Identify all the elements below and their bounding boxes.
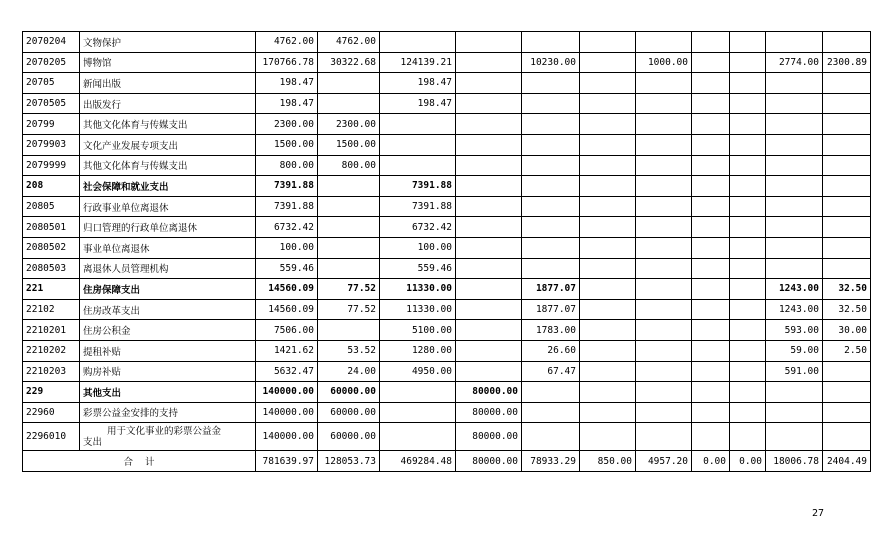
cell-value: 100.00 <box>380 237 456 258</box>
total-value: 78933.29 <box>522 451 580 472</box>
cell-value <box>766 382 823 403</box>
cell-value: 1500.00 <box>318 134 380 155</box>
cell-value <box>692 279 730 300</box>
cell-value: 1783.00 <box>522 320 580 341</box>
cell-value <box>692 382 730 403</box>
cell-value <box>318 196 380 217</box>
table-row <box>23 382 871 403</box>
cell-value <box>318 258 380 279</box>
table-row <box>23 299 871 320</box>
cell-value: 559.46 <box>256 258 318 279</box>
cell-value <box>692 134 730 155</box>
table-row <box>23 176 871 197</box>
cell-value: 7391.88 <box>380 196 456 217</box>
cell-value <box>318 73 380 94</box>
row-code: 2080503 <box>23 258 80 279</box>
cell-value: 559.46 <box>380 258 456 279</box>
cell-value <box>692 155 730 176</box>
cell-value <box>692 217 730 238</box>
cell-value <box>636 93 692 114</box>
table-row <box>23 237 871 258</box>
cell-value <box>318 320 380 341</box>
cell-value <box>766 73 823 94</box>
cell-value: 1500.00 <box>256 134 318 155</box>
cell-value <box>380 134 456 155</box>
cell-value <box>456 279 522 300</box>
cell-value: 60000.00 <box>318 423 380 451</box>
table-row <box>23 340 871 361</box>
cell-value <box>766 402 823 423</box>
cell-value <box>636 402 692 423</box>
cell-value: 2300.00 <box>318 114 380 135</box>
cell-value <box>730 299 766 320</box>
row-name: 住房公积金 <box>80 320 256 341</box>
row-code: 2070505 <box>23 93 80 114</box>
cell-value <box>456 114 522 135</box>
cell-value: 1280.00 <box>380 340 456 361</box>
row-code: 221 <box>23 279 80 300</box>
total-value: 469284.48 <box>380 451 456 472</box>
total-row <box>23 451 871 472</box>
cell-value <box>766 155 823 176</box>
cell-value: 32.50 <box>823 279 871 300</box>
cell-value: 593.00 <box>766 320 823 341</box>
cell-value <box>580 155 636 176</box>
cell-value <box>730 114 766 135</box>
row-name: 行政事业单位离退休 <box>80 196 256 217</box>
row-code: 2070204 <box>23 32 80 53</box>
cell-value <box>380 423 456 451</box>
cell-value <box>580 32 636 53</box>
table-row <box>23 217 871 238</box>
row-name: 离退休人员管理机构 <box>80 258 256 279</box>
cell-value <box>730 258 766 279</box>
cell-value: 2.50 <box>823 340 871 361</box>
cell-value <box>456 258 522 279</box>
row-name: 其他支出 <box>80 382 256 403</box>
total-value: 4957.20 <box>636 451 692 472</box>
cell-value <box>692 114 730 135</box>
row-name: 事业单位离退休 <box>80 237 256 258</box>
cell-value: 4762.00 <box>256 32 318 53</box>
cell-value: 140000.00 <box>256 382 318 403</box>
row-name: 其他文化体育与传媒支出 <box>80 114 256 135</box>
cell-value: 1877.07 <box>522 279 580 300</box>
cell-value: 2300.89 <box>823 52 871 73</box>
cell-value <box>522 402 580 423</box>
cell-value <box>318 217 380 238</box>
table-row <box>23 52 871 73</box>
cell-value <box>522 237 580 258</box>
row-name-line2: 支出 <box>83 436 103 448</box>
cell-value: 67.47 <box>522 361 580 382</box>
cell-value <box>692 423 730 451</box>
cell-value <box>456 340 522 361</box>
table-row <box>23 134 871 155</box>
row-name: 文化产业发展专项支出 <box>80 134 256 155</box>
cell-value <box>766 114 823 135</box>
cell-value <box>692 299 730 320</box>
row-name: 归口管理的行政单位离退休 <box>80 217 256 238</box>
row-name: 住房保障支出 <box>80 279 256 300</box>
cell-value <box>318 176 380 197</box>
cell-value <box>580 217 636 238</box>
cell-value: 53.52 <box>318 340 380 361</box>
row-code: 22102 <box>23 299 80 320</box>
cell-value <box>692 320 730 341</box>
row-name: 新闻出版 <box>80 73 256 94</box>
cell-value <box>823 73 871 94</box>
row-name: 社会保障和就业支出 <box>80 176 256 197</box>
cell-value: 1243.00 <box>766 299 823 320</box>
cell-value <box>730 361 766 382</box>
cell-value <box>580 52 636 73</box>
cell-value <box>580 93 636 114</box>
cell-value <box>730 32 766 53</box>
row-code: 2210203 <box>23 361 80 382</box>
table-row <box>23 114 871 135</box>
cell-value: 1877.07 <box>522 299 580 320</box>
cell-value: 1000.00 <box>636 52 692 73</box>
cell-value <box>522 155 580 176</box>
cell-value: 800.00 <box>318 155 380 176</box>
cell-value <box>823 32 871 53</box>
cell-value <box>580 134 636 155</box>
cell-value: 140000.00 <box>256 402 318 423</box>
cell-value: 124139.21 <box>380 52 456 73</box>
cell-value <box>823 93 871 114</box>
table-row <box>23 93 871 114</box>
cell-value <box>692 237 730 258</box>
row-name: 购房补贴 <box>80 361 256 382</box>
cell-value <box>522 114 580 135</box>
cell-value <box>823 361 871 382</box>
cell-value: 30.00 <box>823 320 871 341</box>
cell-value <box>522 32 580 53</box>
row-name: 提租补贴 <box>80 340 256 361</box>
cell-value: 198.47 <box>256 93 318 114</box>
cell-value <box>380 32 456 53</box>
cell-value <box>730 279 766 300</box>
cell-value <box>823 217 871 238</box>
cell-value <box>580 382 636 403</box>
cell-value <box>823 382 871 403</box>
cell-value: 4950.00 <box>380 361 456 382</box>
cell-value <box>766 423 823 451</box>
cell-value <box>692 258 730 279</box>
cell-value <box>522 423 580 451</box>
total-value: 80000.00 <box>456 451 522 472</box>
cell-value: 7506.00 <box>256 320 318 341</box>
cell-value <box>580 423 636 451</box>
cell-value: 5632.47 <box>256 361 318 382</box>
cell-value <box>522 73 580 94</box>
row-code: 20805 <box>23 196 80 217</box>
cell-value <box>730 217 766 238</box>
row-code: 2080501 <box>23 217 80 238</box>
cell-value <box>636 299 692 320</box>
cell-value: 198.47 <box>256 73 318 94</box>
cell-value <box>580 196 636 217</box>
cell-value <box>692 52 730 73</box>
cell-value <box>730 134 766 155</box>
cell-value: 140000.00 <box>256 423 318 451</box>
cell-value <box>636 155 692 176</box>
cell-value <box>766 134 823 155</box>
total-value: 0.00 <box>692 451 730 472</box>
row-code: 208 <box>23 176 80 197</box>
cell-value: 198.47 <box>380 73 456 94</box>
total-value: 18006.78 <box>766 451 823 472</box>
cell-value <box>580 258 636 279</box>
cell-value: 26.60 <box>522 340 580 361</box>
cell-value: 7391.88 <box>380 176 456 197</box>
cell-value <box>823 237 871 258</box>
cell-value <box>636 32 692 53</box>
row-code: 2079903 <box>23 134 80 155</box>
row-name <box>80 423 256 451</box>
cell-value: 591.00 <box>766 361 823 382</box>
cell-value <box>730 423 766 451</box>
cell-value: 2300.00 <box>256 114 318 135</box>
cell-value <box>823 402 871 423</box>
page-number: 27 <box>812 508 825 519</box>
cell-value <box>456 361 522 382</box>
cell-value <box>730 73 766 94</box>
table-row <box>23 361 871 382</box>
total-value: 128053.73 <box>318 451 380 472</box>
cell-value: 11330.00 <box>380 299 456 320</box>
cell-value <box>730 155 766 176</box>
cell-value <box>318 93 380 114</box>
cell-value <box>636 217 692 238</box>
row-code: 2210201 <box>23 320 80 341</box>
cell-value: 14560.09 <box>256 279 318 300</box>
cell-value <box>636 423 692 451</box>
cell-value <box>580 320 636 341</box>
cell-value <box>766 93 823 114</box>
cell-value <box>692 32 730 53</box>
row-name-line1: 用于文化事业的彩票公益金 <box>107 425 222 437</box>
cell-value <box>692 402 730 423</box>
cell-value <box>766 258 823 279</box>
total-value: 850.00 <box>580 451 636 472</box>
row-code: 2210202 <box>23 340 80 361</box>
cell-value: 14560.09 <box>256 299 318 320</box>
cell-value <box>823 155 871 176</box>
cell-value <box>456 237 522 258</box>
cell-value: 60000.00 <box>318 402 380 423</box>
cell-value: 7391.88 <box>256 196 318 217</box>
table-row <box>23 279 871 300</box>
cell-value: 80000.00 <box>456 402 522 423</box>
row-code: 22960 <box>23 402 80 423</box>
cell-value <box>456 52 522 73</box>
row-code: 20799 <box>23 114 80 135</box>
cell-value: 100.00 <box>256 237 318 258</box>
cell-value: 1421.62 <box>256 340 318 361</box>
cell-value <box>456 32 522 53</box>
cell-value <box>580 114 636 135</box>
row-code: 2080502 <box>23 237 80 258</box>
cell-value <box>580 176 636 197</box>
cell-value: 24.00 <box>318 361 380 382</box>
cell-value <box>730 93 766 114</box>
cell-value <box>636 196 692 217</box>
cell-value <box>766 32 823 53</box>
total-value: 2404.49 <box>823 451 871 472</box>
cell-value <box>636 73 692 94</box>
cell-value <box>456 73 522 94</box>
table-row <box>23 423 871 451</box>
row-code: 229 <box>23 382 80 403</box>
cell-value: 4762.00 <box>318 32 380 53</box>
cell-value <box>580 299 636 320</box>
cell-value <box>522 217 580 238</box>
total-label: 合 计 <box>23 451 256 472</box>
cell-value <box>636 320 692 341</box>
cell-value: 11330.00 <box>380 279 456 300</box>
cell-value: 77.52 <box>318 299 380 320</box>
cell-value <box>730 176 766 197</box>
cell-value <box>522 196 580 217</box>
cell-value <box>580 237 636 258</box>
cell-value: 10230.00 <box>522 52 580 73</box>
cell-value: 7391.88 <box>256 176 318 197</box>
table-row <box>23 258 871 279</box>
cell-value <box>580 340 636 361</box>
cell-value: 5100.00 <box>380 320 456 341</box>
cell-value: 6732.42 <box>256 217 318 238</box>
table-row <box>23 196 871 217</box>
cell-value <box>522 382 580 403</box>
cell-value <box>766 196 823 217</box>
cell-value <box>766 176 823 197</box>
cell-value <box>730 340 766 361</box>
cell-value <box>456 217 522 238</box>
cell-value <box>522 176 580 197</box>
cell-value: 80000.00 <box>456 382 522 403</box>
cell-value <box>456 134 522 155</box>
cell-value <box>823 258 871 279</box>
cell-value: 800.00 <box>256 155 318 176</box>
cell-value: 6732.42 <box>380 217 456 238</box>
cell-value <box>636 114 692 135</box>
cell-value <box>636 279 692 300</box>
cell-value <box>380 155 456 176</box>
cell-value <box>522 93 580 114</box>
cell-value <box>692 340 730 361</box>
row-code: 20705 <box>23 73 80 94</box>
cell-value <box>380 402 456 423</box>
cell-value <box>636 340 692 361</box>
total-value: 781639.97 <box>256 451 318 472</box>
cell-value <box>636 258 692 279</box>
cell-value <box>318 237 380 258</box>
cell-value <box>636 382 692 403</box>
cell-value <box>823 134 871 155</box>
row-name: 其他文化体育与传媒支出 <box>80 155 256 176</box>
cell-value: 32.50 <box>823 299 871 320</box>
cell-value <box>636 361 692 382</box>
row-name: 文物保护 <box>80 32 256 53</box>
row-code: 2079999 <box>23 155 80 176</box>
row-code: 2070205 <box>23 52 80 73</box>
cell-value <box>692 196 730 217</box>
cell-value <box>766 217 823 238</box>
table-row <box>23 32 871 53</box>
cell-value <box>692 73 730 94</box>
row-name: 出版发行 <box>80 93 256 114</box>
cell-value <box>636 176 692 197</box>
cell-value <box>380 114 456 135</box>
cell-value <box>522 134 580 155</box>
cell-value <box>692 93 730 114</box>
cell-value: 59.00 <box>766 340 823 361</box>
cell-value <box>823 176 871 197</box>
cell-value: 1243.00 <box>766 279 823 300</box>
cell-value: 2774.00 <box>766 52 823 73</box>
cell-value <box>730 52 766 73</box>
cell-value <box>692 361 730 382</box>
cell-value <box>766 237 823 258</box>
table-row <box>23 402 871 423</box>
cell-value: 60000.00 <box>318 382 380 403</box>
cell-value: 80000.00 <box>456 423 522 451</box>
cell-value <box>692 176 730 197</box>
cell-value <box>580 279 636 300</box>
cell-value <box>380 382 456 403</box>
cell-value <box>580 402 636 423</box>
cell-value: 198.47 <box>380 93 456 114</box>
total-value: 0.00 <box>730 451 766 472</box>
cell-value <box>456 155 522 176</box>
cell-value <box>456 176 522 197</box>
cell-value <box>580 73 636 94</box>
row-name: 博物馆 <box>80 52 256 73</box>
table-row <box>23 155 871 176</box>
table-row <box>23 73 871 94</box>
row-name: 彩票公益金安排的支持 <box>80 402 256 423</box>
cell-value <box>730 237 766 258</box>
cell-value <box>636 134 692 155</box>
cell-value <box>730 402 766 423</box>
cell-value: 77.52 <box>318 279 380 300</box>
cell-value <box>823 196 871 217</box>
cell-value: 170766.78 <box>256 52 318 73</box>
cell-value <box>823 423 871 451</box>
table-row <box>23 320 871 341</box>
row-code: 2296010 <box>23 423 80 451</box>
cell-value <box>456 93 522 114</box>
cell-value <box>456 320 522 341</box>
row-name: 住房改革支出 <box>80 299 256 320</box>
cell-value <box>730 320 766 341</box>
cell-value <box>456 299 522 320</box>
cell-value <box>730 196 766 217</box>
cell-value <box>636 237 692 258</box>
cell-value <box>730 382 766 403</box>
cell-value <box>522 258 580 279</box>
cell-value <box>580 361 636 382</box>
cell-value <box>456 196 522 217</box>
budget-table <box>22 31 871 472</box>
cell-value <box>823 114 871 135</box>
cell-value: 30322.68 <box>318 52 380 73</box>
